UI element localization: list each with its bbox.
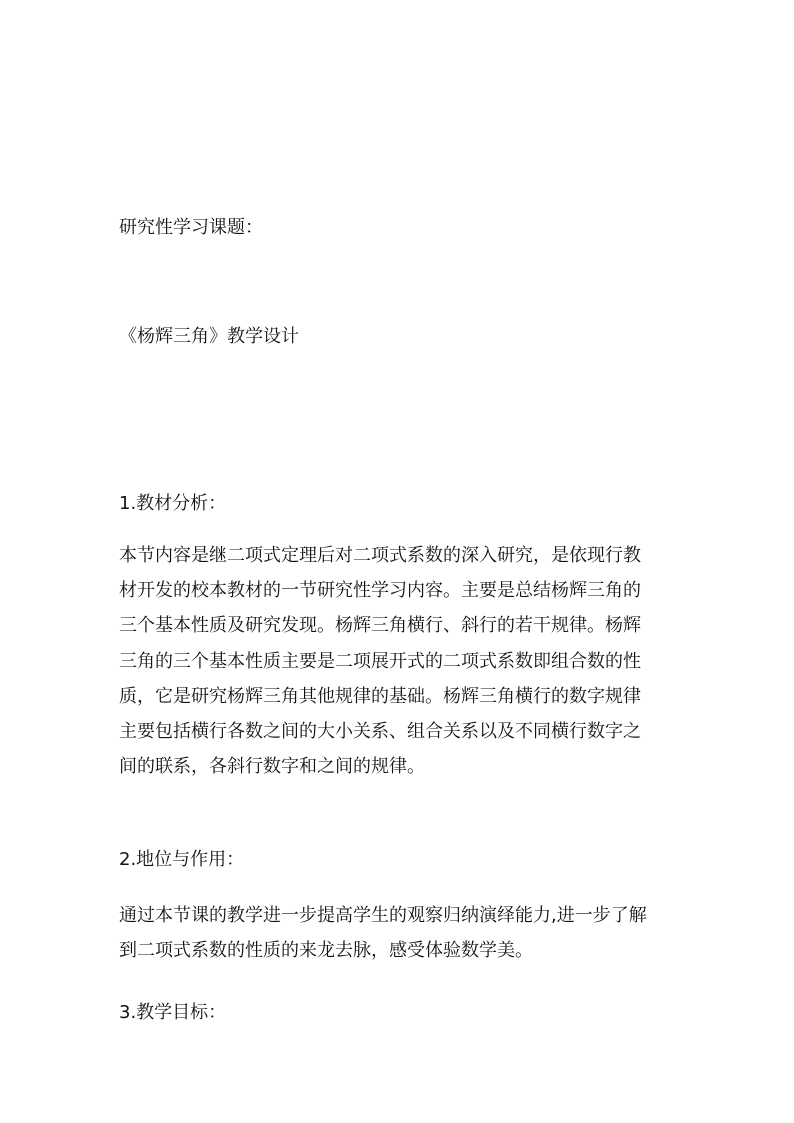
paragraph-line: 主要包括横行各数之间的大小关系、组合关系以及不同横行数字之 bbox=[119, 721, 641, 743]
topic-label: 研究性学习课题： bbox=[119, 217, 263, 238]
paragraph-line: 质，它是研究杨辉三角其他规律的基础。杨辉三角横行的数字规律 bbox=[119, 685, 641, 707]
paragraph-line: 三个基本性质及研究发现。杨辉三角横行、斜行的若干规律。杨辉 bbox=[119, 615, 641, 637]
section-heading-material-analysis: 1.教材分析： bbox=[119, 493, 227, 514]
paragraph-line: 三角的三个基本性质主要是二项展开式的二项式系数即组合数的性 bbox=[119, 650, 641, 672]
section-body-material-analysis bbox=[119, 538, 679, 784]
paragraph-line: 到二项式系数的性质的来龙去脉，感受体验数学美。 bbox=[119, 940, 533, 962]
paragraph-line: 间的联系，各斜行数字和之间的规律。 bbox=[119, 756, 425, 778]
document-title: 《杨辉三角》教学设计 bbox=[119, 326, 299, 347]
section-body-role bbox=[119, 898, 679, 968]
paragraph-line: 材开发的校本教材的一节研究性学习内容。主要是总结杨辉三角的 bbox=[119, 580, 641, 602]
section-heading-teaching-objectives: 3.教学目标： bbox=[119, 1002, 227, 1023]
section-heading-role: 2.地位与作用： bbox=[119, 849, 245, 870]
paragraph-line: 本节内容是继二项式定理后对二项式系数的深入研究，是依现行教 bbox=[119, 545, 641, 566]
paragraph-line: 通过本节课的教学进一步提高学生的观察归纳演绎能力,进一步了解 bbox=[119, 905, 647, 926]
